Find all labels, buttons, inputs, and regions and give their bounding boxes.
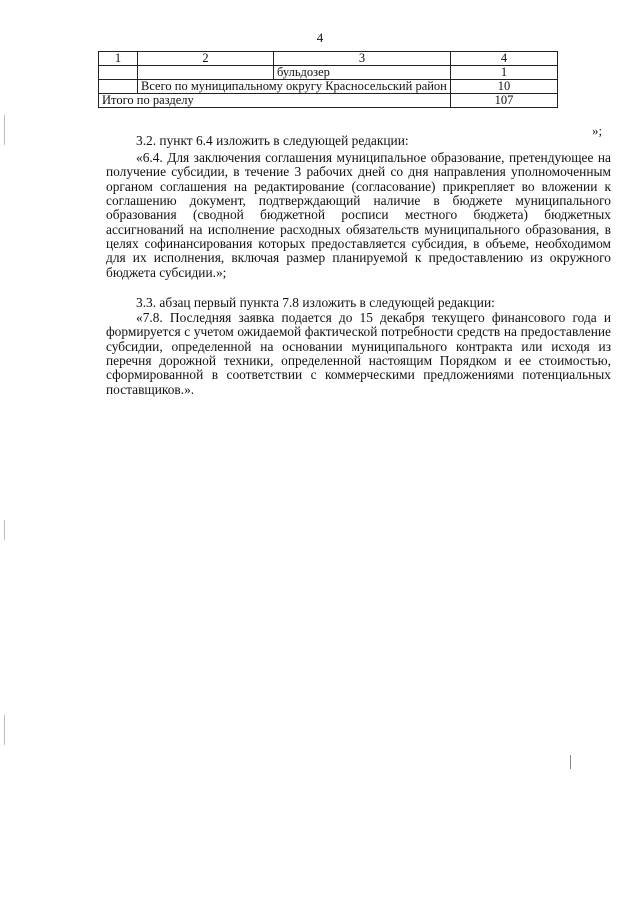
paragraph-3-3: 3.3. абзац первый пункта 7.8 изложить в следующей редакции: [136, 295, 495, 310]
table-header-row [99, 52, 558, 66]
page-number: 4 [316, 30, 324, 45]
equipment-table [98, 51, 558, 108]
scan-margin-mark [570, 755, 571, 769]
paragraph-6-4: «6.4. Для заключения соглашения муниципальное образование, претендующее на получение субсидии, в течение 3 рабочих дней со дня направления уполномоченным органом соглашения на редактирование (согласование) прикрепляет во вложении к соглашению документ, подтверждающий наличие в бюджете муниципального образования (сводной бюджетной росписи местного бюджета) бюджетных ассигнований на исполнение расходных обязательств муниципального образования, в целях софинансирования которых предоставляется субсидия, в объеме, необходимом для их исполнения, включая размер планируемой к предоставлению из окружного бюджета субсидии.»; [106, 150, 611, 280]
equipment-count: 1 [451, 66, 558, 80]
district-subtotal-label: Всего по муниципальному округу Красносельский район [138, 80, 451, 94]
table-row [99, 66, 558, 80]
table-cell-empty [99, 80, 138, 94]
scan-margin-mark [4, 520, 5, 540]
table-row [99, 80, 558, 94]
header-cell: 2 [138, 52, 274, 66]
header-cell: 3 [274, 52, 451, 66]
header-cell: 4 [451, 52, 558, 66]
paragraph-3-2: 3.2. пункт 6.4 изложить в следующей редакции: [136, 133, 409, 148]
equipment-name: бульдозер [274, 66, 451, 80]
table-cell-empty [99, 66, 138, 80]
section-total-label: Итого по разделу [99, 94, 451, 108]
scan-margin-mark [4, 715, 5, 745]
table-cell-empty [138, 66, 274, 80]
quote-close-mark: »; [592, 123, 603, 138]
section-total-count: 107 [451, 94, 558, 108]
scan-margin-mark [4, 115, 5, 145]
district-subtotal-count: 10 [451, 80, 558, 94]
header-cell: 1 [99, 52, 138, 66]
table-row [99, 94, 558, 108]
paragraph-7-8: «7.8. Последняя заявка подается до 15 декабря текущего финансового года и формируется с учетом ожидаемой фактической потребности средств на предоставление субсидии, определенной на основании муниципального контракта или исходя из перечня дорожной техники, определенной настоящим Порядком и ее стоимостью, сформированной в соответствии с коммерческими предложениями потенциальных поставщиков.». [106, 310, 611, 397]
